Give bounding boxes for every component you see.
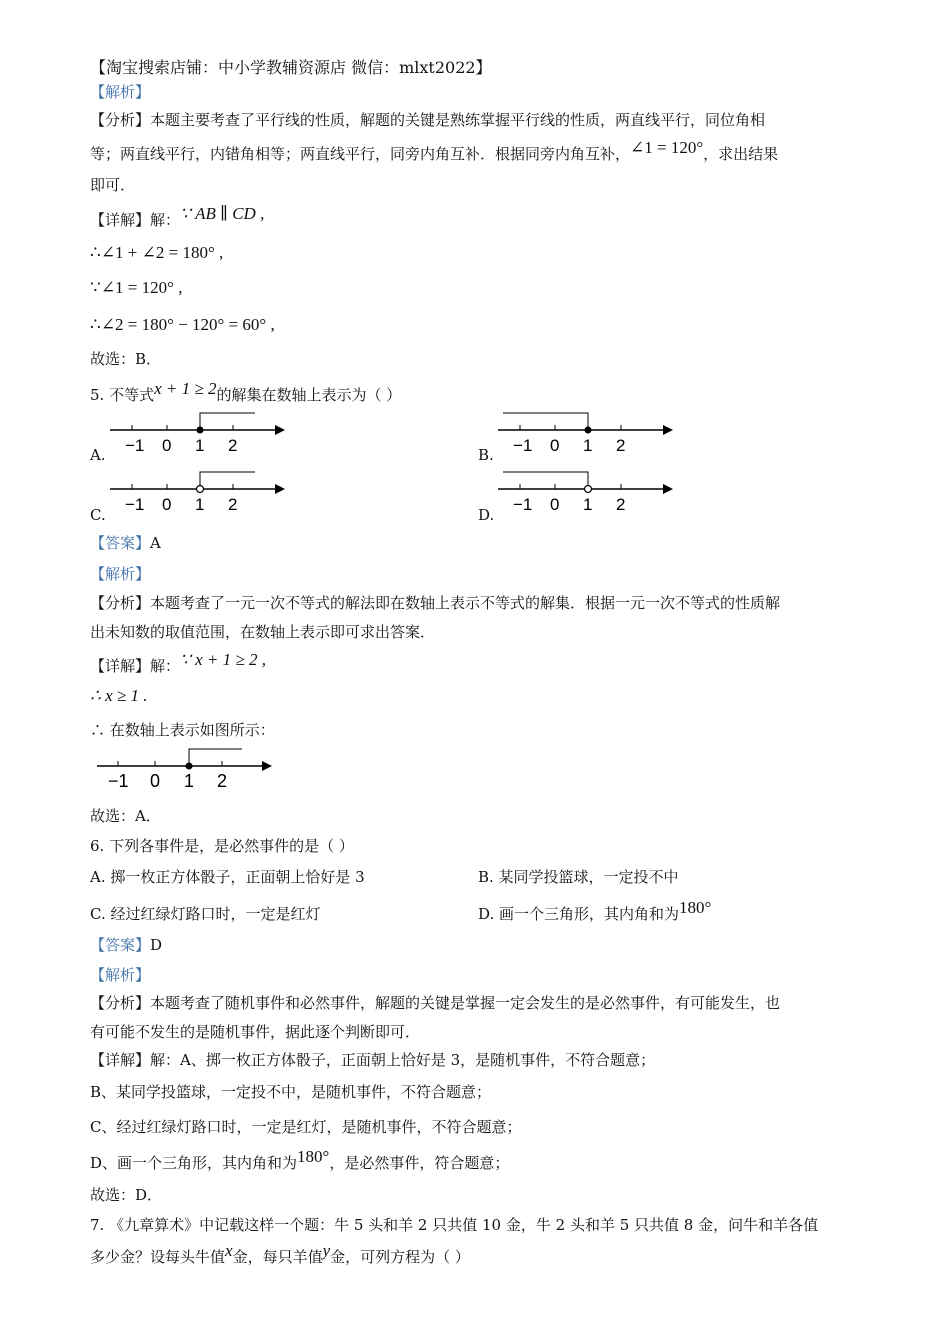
fenxi-text: ，求出结果: [703, 145, 779, 163]
tick-label: 1: [184, 771, 195, 791]
xiangjie-text: 解：: [150, 657, 181, 675]
option-d-label[interactable]: D.: [478, 506, 495, 524]
q5-result: 故选：A．: [90, 807, 161, 825]
q5-stem: [90, 379, 402, 405]
q4-fenxi-line3: 即可．: [90, 176, 136, 194]
option-text: D. 画一个三角形，其内角和为: [478, 905, 680, 923]
fenxi-text: 本题考查了随机事件和必然事件，解题的关键是掌握一定会发生的是必然事件，有可能发生，也: [150, 994, 781, 1012]
variable-x: x: [225, 1241, 233, 1260]
q5-answer: [90, 533, 161, 553]
answer-tag: 【答案】: [90, 534, 151, 552]
header-watermark: 【淘宝搜索店铺：中小学教辅资源店 微信：mlxt2022】: [90, 58, 492, 77]
fenxi-tag: 【分析】: [90, 594, 151, 612]
q5-fenxi-line1: [90, 593, 780, 613]
q5-fenxi-line2: 出未知数的取值范围，在数轴上表示即可求出答案．: [90, 623, 436, 641]
fenxi-text: 本题考查了一元一次不等式的解法即在数轴上表示不等式的解集．根据一元一次不等式的性质解: [150, 594, 781, 612]
angle-equation: ∠1 = 120°: [630, 138, 704, 157]
q4-xiangjie-line1: [90, 204, 265, 230]
inequality: ∵ x + 1 ≥ 2 ,: [180, 650, 266, 669]
q5-step2: ∴ x ≥ 1 .: [90, 686, 148, 705]
q6-line-d: [90, 1147, 510, 1173]
q6-fenxi-line2: 有可能不发生的是随机事件，据此逐个判断即可．: [90, 1023, 421, 1041]
q7-stem-text: 金，可列方程为（ ）: [330, 1248, 470, 1266]
q6-option-a[interactable]: A. 掷一枚正方体骰子，正面朝上恰好是 3: [90, 868, 365, 886]
q4-fenxi-line1: [90, 110, 765, 130]
xiangjie-text: 解：: [150, 211, 181, 229]
angle-sum: 180°: [297, 1147, 330, 1166]
line-text: D、画一个三角形，其内角和为: [90, 1154, 298, 1172]
option-a-label[interactable]: A.: [90, 446, 106, 464]
q6-option-d[interactable]: [478, 898, 712, 924]
number-line-c[interactable]: [105, 464, 290, 519]
tick-label: −1: [513, 495, 533, 514]
q5-step3: ∴ 在数轴上表示如图所示：: [90, 721, 275, 739]
tick-label: 2: [217, 771, 228, 791]
tick-label: 1: [195, 495, 205, 514]
tick-label: 0: [550, 436, 560, 455]
q4-answer: 故选：B．: [90, 350, 162, 368]
number-line-d[interactable]: [493, 464, 678, 519]
tick-label: −1: [125, 495, 145, 514]
q4-step2: ∴∠1 + ∠2 = 180° ,: [90, 243, 224, 262]
tick-label: 0: [162, 495, 172, 514]
jiexi-tag: 【解析】: [90, 966, 151, 984]
number-line-a[interactable]: [105, 405, 290, 460]
tick-label: 2: [228, 495, 238, 514]
variable-y: y: [322, 1241, 331, 1260]
answer-value: A: [150, 534, 161, 552]
option-b-label[interactable]: B.: [478, 446, 494, 464]
q7-stem-text: 多少金？设每头牛值: [90, 1248, 226, 1266]
tick-label: −1: [108, 771, 129, 791]
tick-label: 1: [583, 436, 593, 455]
q4-step4: ∴∠2 = 180° − 120° = 60° ,: [90, 315, 275, 334]
q4-fenxi-line2: [90, 138, 779, 164]
tick-label: 0: [162, 436, 172, 455]
number-line-b[interactable]: [493, 405, 678, 460]
q5-stem-text: 的解集在数轴上表示为（ ）: [216, 386, 402, 404]
answer-tag: 【答案】: [90, 936, 151, 954]
q7-stem-line2: [90, 1241, 470, 1267]
q4-step3: ∵∠1 = 120° ,: [90, 278, 183, 297]
tick-label: 1: [195, 436, 205, 455]
q6-xiangjie-line1: [90, 1050, 655, 1070]
tick-label: 1: [583, 495, 593, 514]
q6-line-b: B、某同学投篮球，一定投不中，是随机事件，不符合题意；: [90, 1083, 492, 1101]
fenxi-text: 本题主要考查了平行线的性质，解题的关键是熟练掌握平行线的性质，两直线平行，同位角相: [150, 111, 766, 129]
line-text: ，是必然事件，符合题意；: [329, 1154, 510, 1172]
tick-label: 2: [228, 436, 238, 455]
fenxi-tag: 【分析】: [90, 111, 151, 129]
q7-stem-line1: 7. 《九章算术》中记载这样一个题：牛 5 头和羊 2 只共值 10 金，牛 2 头和羊 5 只共值 8 金，问牛和羊各值: [90, 1216, 819, 1234]
tick-label: 2: [616, 436, 626, 455]
tick-label: 2: [616, 495, 626, 514]
xiangjie-tag: 【详解】: [90, 657, 151, 675]
inequality: x + 1 ≥ 2: [154, 379, 217, 398]
q6-option-c[interactable]: C. 经过红绿灯路口时，一定是红灯: [90, 905, 321, 923]
q5-stem-text: 5. 不等式: [90, 386, 155, 404]
jiexi-tag: 【解析】: [90, 565, 151, 583]
fenxi-tag: 【分析】: [90, 994, 151, 1012]
q6-fenxi-line1: [90, 993, 780, 1013]
tick-label: 0: [550, 495, 560, 514]
jiexi-tag: 【解析】: [90, 83, 151, 101]
q6-result: 故选：D．: [90, 1186, 163, 1204]
q6-option-b[interactable]: B. 某同学投篮球，一定投不中: [478, 868, 679, 886]
q5-xiangjie-line1: [90, 650, 266, 676]
xiangjie-tag: 【详解】: [90, 1051, 151, 1069]
parallel-statement: ∵ AB ∥ CD ,: [180, 204, 265, 223]
angle-sum: 180°: [679, 898, 712, 917]
option-c-label[interactable]: C.: [90, 506, 106, 524]
tick-label: 0: [150, 771, 161, 791]
q6-line-c: C、经过红绿灯路口时，一定是红灯，是随机事件，不符合题意；: [90, 1118, 522, 1136]
q6-stem: 6. 下列各事件是，是必然事件的是（ ）: [90, 837, 354, 855]
xiangjie-text: 解：A、掷一枚正方体骰子，正面朝上恰好是 3，是随机事件，不符合题意；: [150, 1051, 656, 1069]
tick-label: −1: [513, 436, 533, 455]
tick-label: −1: [125, 436, 145, 455]
number-line-solution: [92, 742, 277, 794]
q6-answer: [90, 935, 162, 955]
answer-value: D: [150, 936, 163, 954]
xiangjie-tag: 【详解】: [90, 211, 151, 229]
fenxi-text: 等；两直线平行，内错角相等；两直线平行，同旁内角互补．根据同旁内角互补，: [90, 145, 631, 163]
q7-stem-text: 金，每只羊值: [232, 1248, 323, 1266]
